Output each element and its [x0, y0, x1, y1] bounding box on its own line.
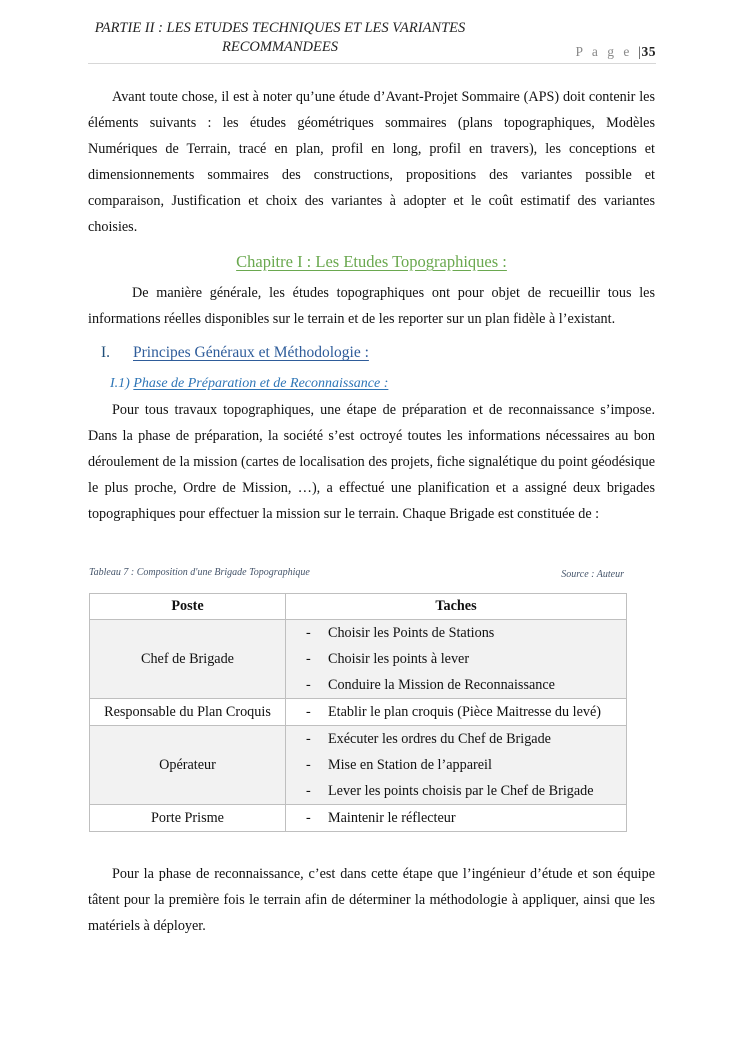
bullet-dash: - — [306, 783, 311, 799]
section-number: I. — [101, 344, 111, 361]
poste-cell: Responsable du Plan Croquis — [90, 699, 286, 726]
bullet-dash: - — [306, 651, 311, 667]
chapter-title: Chapitre I : Les Etudes Topographiques : — [236, 252, 507, 271]
section-heading — [101, 344, 369, 362]
task-item — [306, 778, 626, 804]
page-separator: | — [638, 44, 642, 59]
preparation-paragraph: Pour tous travaux topographiques, une étape de préparation et de reconnaissance s’impose. Dans la phase de préparation, la société s’est octroyé toutes les informations nécessaires au bon déroulement de la mission (cartes de localisation des projets, fiche signalétique du point géodésique le plus proche, Ordre de Mission, …), a effectué une planification et a assigné deux brigades topographiques pour effectuer la mission sur le terrain. Chaque Brigade est constituée de : — [88, 402, 655, 522]
task-text: Choisir les Points de Stations — [328, 625, 495, 641]
bullet-dash: - — [306, 731, 311, 747]
table-row — [90, 620, 627, 699]
intro-paragraph: Avant toute chose, il est à noter qu’une étude d’Avant-Projet Sommaire (APS) doit contenir les éléments suivants : les études géométriques sommaires (plans topographiques, Modèles Numériques de Terrain, tracé en plan, profil en long, profil en travers), les conceptions et dimensionnements sommaires des constructions, propositions des variantes possible et comparaison, Justification et choix des variantes à adopter et le coût estimatif des variantes choisies. — [88, 89, 655, 235]
task-text: Maintenir le réflecteur — [328, 810, 456, 826]
task-item — [306, 752, 626, 778]
task-item — [306, 805, 626, 831]
task-text: Etablir le plan croquis (Pièce Maitresse du levé) — [328, 704, 602, 720]
header-title-line-2: RECOMMANDEES — [222, 39, 338, 55]
task-text: Mise en Station de l’appareil — [328, 757, 492, 773]
subsection-title: Phase de Préparation et de Reconnaissance : — [133, 376, 389, 391]
task-text: Choisir les points à lever — [328, 651, 470, 667]
subsection-number: I.1) — [110, 376, 130, 391]
page-number-block — [576, 44, 656, 60]
table-header-row — [90, 594, 627, 620]
table-source: Source : Auteur — [561, 569, 624, 580]
poste-cell: Chef de Brigade — [90, 620, 286, 699]
taches-cell — [286, 805, 627, 832]
bullet-dash: - — [306, 677, 311, 693]
chapter-intro-paragraph: De manière générale, les études topographiques ont pour objet de recueillir tous les informations réelles disponibles sur le terrain et de les reporter sur un plan fidèle à l’existant. — [88, 285, 655, 327]
table-row — [90, 805, 627, 832]
header-divider — [88, 63, 656, 64]
poste-cell: Opérateur — [90, 726, 286, 805]
subsection-heading — [110, 376, 388, 392]
header-title-line-1: PARTIE II : LES ETUDES TECHNIQUES ET LES VARIANTES — [94, 20, 466, 36]
page-number: 35 — [641, 44, 656, 59]
bullet-dash: - — [306, 810, 311, 826]
task-item — [306, 620, 626, 646]
taches-cell — [286, 699, 627, 726]
page-label: P a g e — [575, 44, 633, 59]
task-item — [306, 646, 626, 672]
running-header-title — [60, 19, 500, 57]
taches-cell — [286, 620, 627, 699]
task-text: Exécuter les ordres du Chef de Brigade — [328, 731, 551, 747]
table-row — [90, 726, 627, 805]
taches-cell — [286, 726, 627, 805]
header-taches: Taches — [286, 594, 627, 620]
table-row — [90, 699, 627, 726]
task-text: Conduire la Mission de Reconnaissance — [328, 677, 555, 693]
header-poste: Poste — [90, 594, 286, 620]
task-text: Lever les points choisis par le Chef de Brigade — [328, 783, 594, 799]
bullet-dash: - — [306, 704, 311, 720]
table-caption: Tableau 7 : Composition d'une Brigade Topographique — [89, 567, 310, 578]
task-item — [306, 699, 626, 725]
bullet-dash: - — [306, 625, 311, 641]
brigade-composition-table — [89, 593, 627, 832]
task-item — [306, 672, 626, 698]
task-item — [306, 726, 626, 752]
reconnaissance-paragraph: Pour la phase de reconnaissance, c’est dans cette étape que l’ingénieur d’étude et son équipe tâtent pour la première fois le terrain afin de déterminer la méthodologie à appliquer, ainsi que les matériels à déployer. — [88, 866, 655, 934]
poste-cell: Porte Prisme — [90, 805, 286, 832]
bullet-dash: - — [306, 757, 311, 773]
section-title: Principes Généraux et Méthodologie : — [133, 344, 369, 361]
